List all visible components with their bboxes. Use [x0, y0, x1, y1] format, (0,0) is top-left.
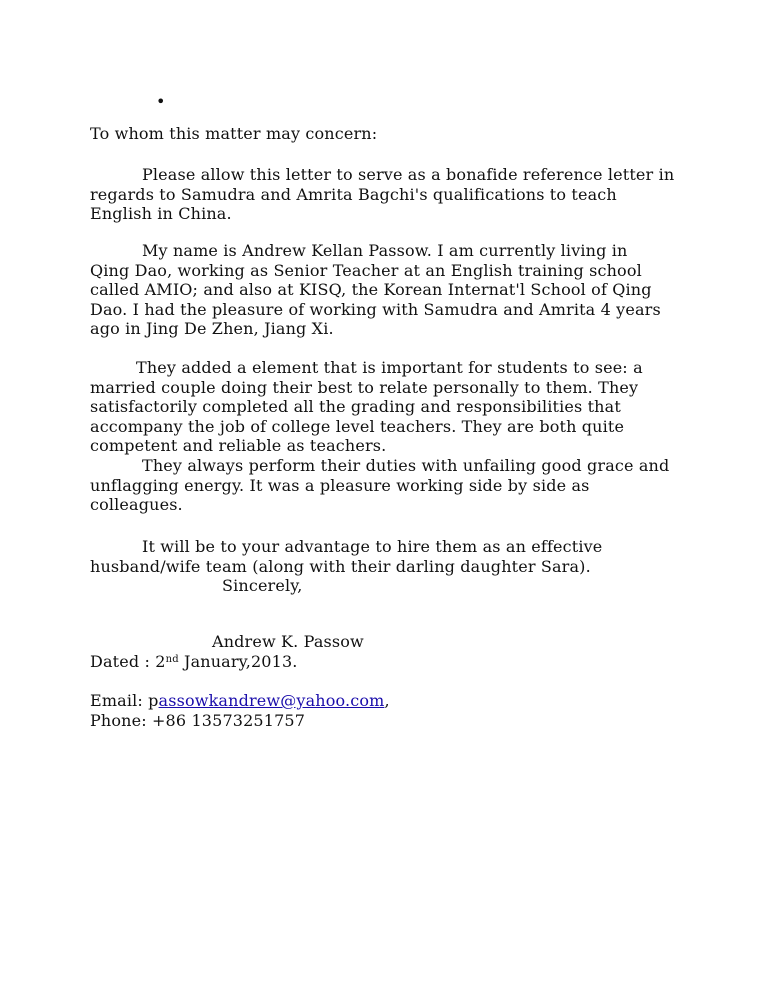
- paragraph-recommendation: [90, 537, 690, 596]
- paragraph-line: English in China.: [90, 204, 232, 223]
- signature-block: [90, 632, 690, 671]
- paragraph-line: satisfactorily completed all the grading and responsibilities that: [90, 397, 621, 416]
- email-suffix: ,: [384, 691, 390, 710]
- paragraph-line: Qing Dao, working as Senior Teacher at an English training school: [90, 260, 642, 280]
- paragraph-line: colleagues.: [90, 495, 183, 514]
- contact-block: [90, 691, 690, 730]
- paragraph-line: unflagging energy. It was a pleasure working side by side as: [90, 475, 590, 495]
- paragraph-line: accompany the job of college level teachers. They are both quite: [90, 416, 625, 436]
- email-link[interactable]: assowkandrew@yahoo.com: [158, 691, 385, 710]
- paragraph-line: married couple doing their best to relate personally to them. They: [90, 377, 639, 397]
- paragraph-about-writer: [90, 241, 690, 339]
- paragraph-line: My name is Andrew Kellan Passow. I am currently living in: [142, 241, 628, 260]
- email-line: [90, 691, 690, 711]
- paragraph-line: regards to Samudra and Amrita Bagchi's qualifications to teach: [90, 184, 617, 204]
- phone-line: Phone: +86 13573251757: [90, 710, 306, 730]
- salutation: To whom this matter may concern:: [90, 124, 378, 143]
- paragraph-line: Please allow this letter to serve as a bonafide reference letter in: [142, 165, 675, 184]
- bullet-marker: •: [156, 92, 166, 111]
- email-label: Email: p: [90, 691, 159, 710]
- paragraph-line: called AMIO; and also at KISQ, the Korean Internat'l School of Qing: [90, 280, 652, 299]
- paragraph-qualities: [90, 358, 690, 456]
- date-prefix: Dated : 2: [90, 651, 166, 671]
- closing: Sincerely,: [222, 576, 303, 595]
- paragraph-line: competent and reliable as teachers.: [90, 436, 387, 455]
- paragraph-line: It will be to your advantage to hire them as an effective: [142, 537, 603, 556]
- paragraph-line: Dao. I had the pleasure of working with Samudra and Amrita 4 years: [90, 299, 661, 319]
- signer-name: Andrew K. Passow: [212, 632, 364, 651]
- paragraph-line: husband/wife team (along with their darling daughter Sara).: [90, 556, 591, 576]
- date-suffix: January,2013.: [178, 651, 298, 671]
- paragraph-intro: [90, 165, 690, 224]
- paragraph-line: They added a element that is important for students to see: a: [136, 358, 643, 377]
- paragraph-duties: [90, 456, 690, 515]
- paragraph-line: They always perform their duties with unfailing good grace and: [142, 456, 670, 475]
- date-ordinal: nd: [165, 653, 179, 665]
- date-line: [90, 652, 690, 672]
- paragraph-line: ago in Jing De Zhen, Jiang Xi.: [90, 319, 334, 338]
